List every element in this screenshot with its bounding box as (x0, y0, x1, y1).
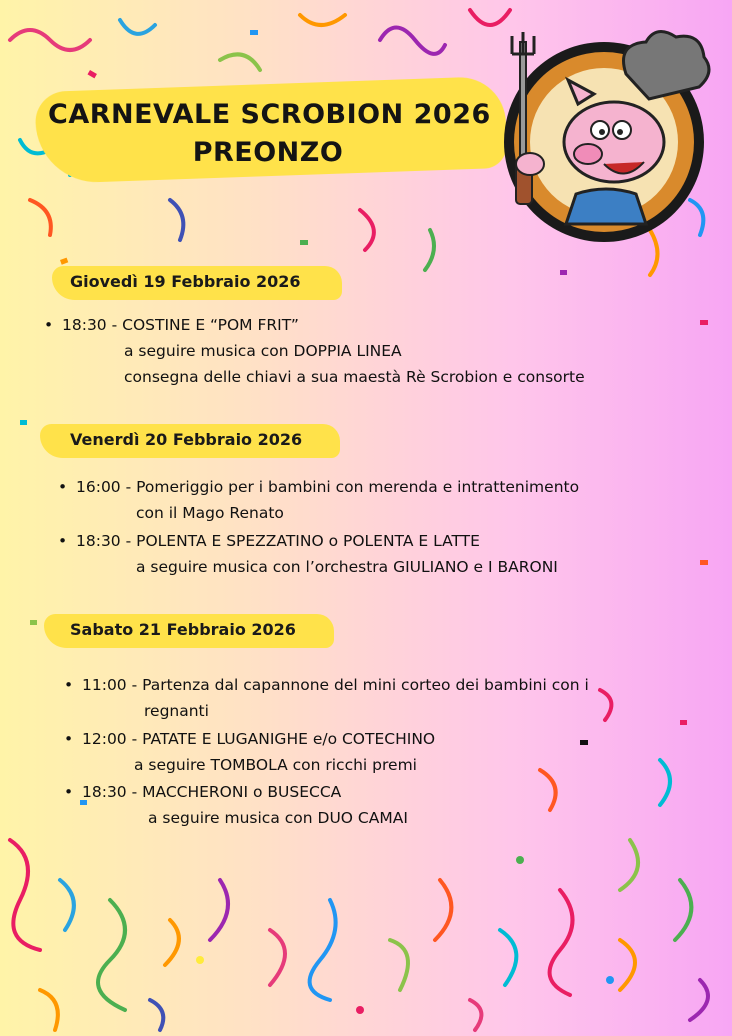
event-line (44, 312, 299, 338)
event-text: 11:00 - Partenza dal capannone del mini corteo dei bambini con i (82, 676, 589, 694)
event-line (58, 528, 480, 554)
bullet: • (44, 316, 54, 334)
event-detail: a seguire musica con l’orchestra GIULIANO e I BARONI (136, 558, 558, 576)
event-line (64, 779, 341, 805)
event-detail: a seguire musica con DOPPIA LINEA (124, 342, 402, 360)
bullet: • (64, 730, 74, 748)
event-text: 12:00 - PATATE E LUGANIGHE e/o COTECHINO (82, 730, 436, 748)
bullet: • (64, 783, 74, 801)
bullet: • (58, 532, 68, 550)
event-location: PREONZO (192, 137, 344, 168)
event-line (58, 474, 579, 500)
event-detail: a seguire musica con DUO CAMAI (148, 809, 408, 827)
event-detail: a seguire TOMBOLA con ricchi premi (134, 756, 417, 774)
event-detail: regnanti (144, 702, 209, 720)
day-heading-saturday: Sabato 21 Febbraio 2026 (70, 620, 296, 639)
event-detail: con il Mago Renato (136, 504, 284, 522)
event-title-block (48, 96, 491, 172)
bullet: • (64, 676, 74, 694)
pig-chef-logo (496, 24, 712, 250)
event-text: 18:30 - MACCHERONI o BUSECCA (82, 783, 342, 801)
day-heading-friday: Venerdì 20 Febbraio 2026 (70, 430, 303, 449)
event-title: CARNEVALE SCROBION 2026 (48, 99, 491, 130)
bullet: • (58, 478, 68, 496)
event-detail: consegna delle chiavi a sua maestà Rè Scrobion e consorte (124, 368, 585, 386)
event-line (64, 726, 435, 752)
event-text: 18:30 - COSTINE E “POM FRIT” (62, 316, 299, 334)
event-line (64, 672, 589, 698)
day-heading-thursday: Giovedì 19 Febbraio 2026 (70, 272, 301, 291)
event-text: 16:00 - Pomeriggio per i bambini con merenda e intrattenimento (76, 478, 580, 496)
event-text: 18:30 - POLENTA E SPEZZATINO o POLENTA E LATTE (76, 532, 480, 550)
